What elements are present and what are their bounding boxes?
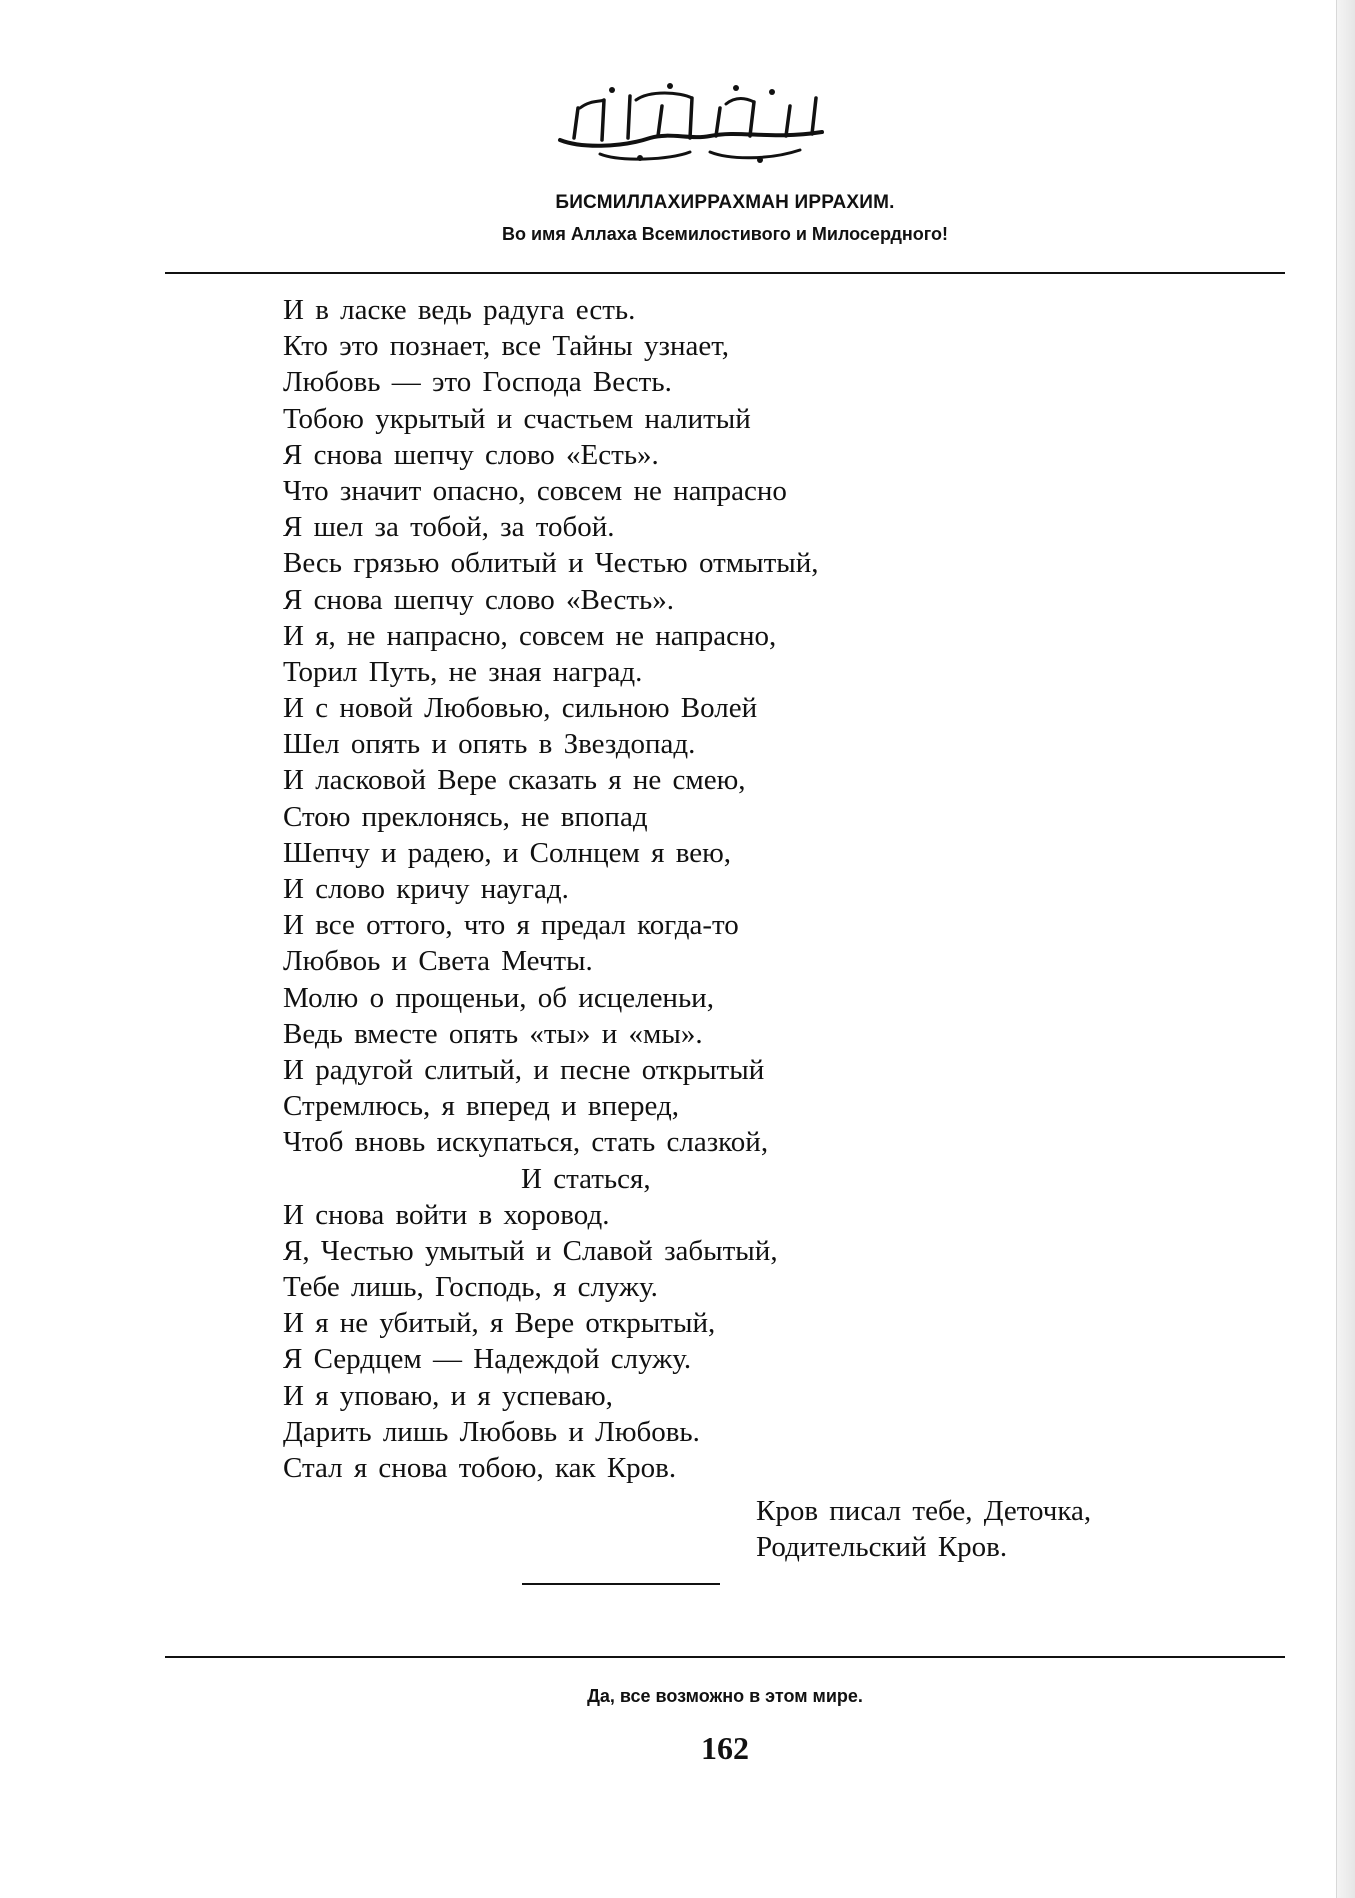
header-divider	[165, 272, 1285, 274]
poem-line: Шепчу и радею, и Солнцем я вею,	[283, 836, 732, 869]
poem-line: Любовь — это Господа Весть.	[283, 366, 672, 399]
poem-line: Я шел за тобой, за тобой.	[283, 511, 615, 544]
calligraphy-svg	[540, 78, 840, 166]
poem-line: Я Сердцем — Надеждой служу.	[283, 1343, 692, 1376]
poem-line: И в ласке ведь радуга есть.	[283, 294, 636, 326]
poem-line: И я, не напрасно, совсем не напрасно,	[283, 619, 777, 652]
poem-line: Любвоь и Света Мечты.	[283, 945, 593, 978]
page-number: 162	[701, 1730, 749, 1766]
poem-line: Стал я снова тобою, как Кров.	[283, 1452, 677, 1484]
poem-line: Я, Честью умытый и Славой забытый,	[283, 1234, 778, 1267]
poem-line-indented: И статься,	[521, 1162, 651, 1195]
basmala-calligraphy-icon	[540, 78, 840, 166]
poem-line: И снова войти в хоровод.	[283, 1198, 610, 1231]
poem-line: Молю о прощеньи, об исцеленьи,	[283, 981, 714, 1014]
page-edge-shadow	[1336, 0, 1355, 1898]
poem-line: Чтоб вновь искупаться, стать слазкой,	[283, 1126, 769, 1159]
poem-line: Что значит опасно, совсем не напрасно	[283, 474, 787, 507]
poem-line: Тобою укрытый и счастьем налитый	[283, 402, 751, 435]
header-subtitle: Во имя Аллаха Всемилостивого и Милосердного!	[501, 224, 949, 244]
poem-line: И радугой слитый, и песне открытый	[283, 1053, 765, 1086]
poem-line: Дарить лишь Любовь и Любовь.	[283, 1415, 700, 1448]
poem-line: Тебе лишь, Господь, я служу.	[283, 1271, 658, 1304]
poem-line: Стою преклонясь, не впопад	[283, 800, 648, 833]
footer-divider	[165, 1656, 1285, 1658]
poem-line: И ласковой Вере сказать я не смею,	[283, 764, 746, 797]
poem-end-divider	[522, 1583, 720, 1585]
poem-line: И все оттого, что я предал когда-то	[283, 909, 739, 942]
poem-line: Стремлюсь, я вперед и вперед,	[283, 1090, 679, 1123]
poem-line: Кто это познает, все Тайны узнает,	[283, 330, 729, 363]
poem-body	[283, 292, 819, 1486]
poem-line: Я снова шепчу слово «Весть».	[283, 583, 675, 616]
poem-line: И с новой Любовью, сильною Волей	[283, 692, 758, 725]
poem-line: Весь грязью облитый и Честью отмытый,	[283, 547, 819, 580]
poem-line: Я снова шепчу слово «Есть».	[283, 438, 659, 471]
poem-line: И слово кричу наугад.	[283, 873, 569, 905]
poem-line: И я уповаю, и я успеваю,	[283, 1379, 613, 1412]
signature-line-1: Кров писал тебе, Деточка,	[756, 1495, 1092, 1527]
poem-line: И я не убитый, я Вере открытый,	[283, 1307, 716, 1340]
footer-caption: Да, все возможно в этом мире.	[587, 1686, 863, 1706]
poem-line: Ведь вместе опять «ты» и «мы».	[283, 1017, 703, 1050]
poem-signature	[756, 1493, 1091, 1565]
poem-line: Торил Путь, не зная наград.	[283, 655, 643, 688]
header-title: БИСМИЛЛАХИРРАХМАН ИРРАХИМ.	[555, 192, 895, 213]
poem-line: Шел опять и опять в Звездопад.	[283, 728, 696, 761]
signature-line-2: Родительский Кров.	[756, 1531, 1008, 1564]
